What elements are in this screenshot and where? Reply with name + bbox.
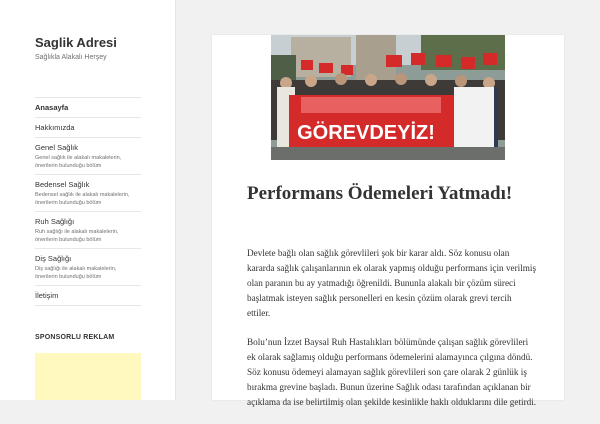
menu-item-bedensel-saglik[interactable] [35,175,141,212]
menu-item-anasayfa[interactable] [35,98,141,118]
menu-item-description: önerilerin bulunduğu bölüm [35,274,102,280]
menu-item-genel-saglik[interactable] [35,138,141,175]
menu-item-description: önerilerin bulunduğu bölüm [35,163,102,169]
menu-item-label[interactable]: İletişim [35,291,59,300]
post-card [212,35,564,407]
sponsored-ad-box[interactable] [35,353,141,400]
menu-item-label[interactable]: Anasayfa [35,103,69,112]
main-menu [35,97,141,306]
post-featured-image[interactable] [271,35,505,160]
menu-item-label[interactable]: Hakkımızda [35,123,75,132]
menu-item-label[interactable]: Diş Sağlığı [35,254,72,263]
menu-item-description: Diş sağlığı ile alakalı makalelerin, [35,266,117,272]
menu-item-label[interactable]: Ruh Sağlığı [35,217,75,226]
widget-title: SPONSORLU REKLAM [35,334,115,341]
menu-item-label[interactable]: Bedensel Sağlık [35,180,90,189]
menu-item-description: Genel sağlık ile alakalı makalelerin, [35,155,122,161]
post-paragraph: Bolu’nun İzzet Baysal Ruh Hastalıkları bölümünde çalışan sağlık görevlileri ek olarak sağlamış olduğu performans ödemelerini alamayınca çılgına döndü. Söz konusu ödemeyi alamayan sağlık görevlileri son çare olarak 2 günlük iş bırakma grevine başladı. Bunun üzerine Sağlık odası tarafından açıklanan bir açıklama da ise belirtilmiş olan şekilde kesinlikle haklı olduklarını dile getirdi. [247,337,537,407]
menu-item-iletisim[interactable] [35,286,141,306]
menu-item-ruh-sagligi[interactable] [35,212,141,249]
post-title[interactable]: Performans Ödemeleri Yatmadı! [247,183,513,204]
protest-photo [271,35,505,160]
menu-item-dis-sagligi[interactable] [35,249,141,286]
site-description: Sağlıkla Alakalı Herşey [35,54,107,61]
banner-text: GÖREVDEYİZ! [297,122,435,144]
menu-item-description: Bedensel sağlık ile alakalı makalelerin, [35,192,130,198]
menu-item-label[interactable]: Genel Sağlık [35,143,78,152]
menu-item-hakkimizda[interactable] [35,118,141,138]
post-content [247,246,537,424]
site-title[interactable]: Saglik Adresi [35,35,117,50]
sidebar [0,0,176,400]
menu-item-description: önerilerin bulunduğu bölüm [35,200,102,206]
menu-item-description: önerilerin bulunduğu bölüm [35,237,102,243]
menu-item-description: Ruh sağlığı ile alakalı makalelerin, [35,229,119,235]
post-paragraph: Devlete bağlı olan sağlık görevlileri şok bir karar aldı. Söz konusu olan kararda sağlık çalışanlarının ek olarak yapmış olduğu performans için verilmiş olan paranın bu ay yatmadığı öğrenildi. Bununla alakalı bir çözüm süreci başlatmak isteyen sağlık personelleri en kesin çözüm olarak grevi tercih ettiler. [247,248,537,318]
